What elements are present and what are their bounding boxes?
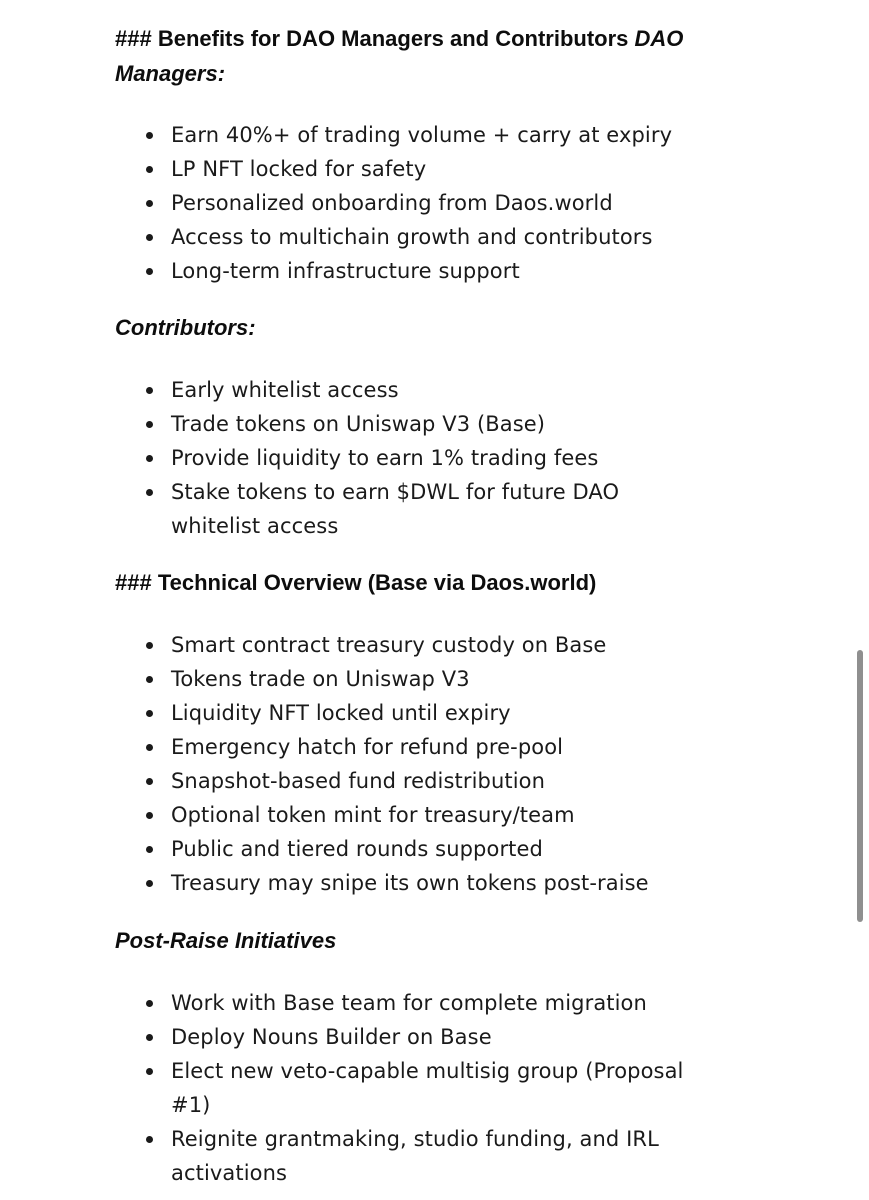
managers-list [115, 118, 695, 288]
list-item: Deploy Nouns Builder on Base [115, 1020, 695, 1054]
bullet-icon [146, 1136, 153, 1143]
bullet-icon [146, 778, 153, 785]
bullet-icon [146, 132, 153, 139]
list-item: Stake tokens to earn $DWL for future DAO whitelist access [115, 475, 641, 543]
contributors-heading-wrap [115, 310, 256, 345]
bullet-icon [146, 489, 153, 496]
scrollbar-thumb[interactable] [857, 650, 863, 922]
list-item: Reignite grantmaking, studio funding, and IRL activations [115, 1122, 711, 1190]
technical-list [115, 628, 695, 900]
list-item: Elect new veto-capable multisig group (Proposal #1) [115, 1054, 726, 1122]
managers-label: Managers: [115, 61, 226, 86]
bullet-icon [146, 812, 153, 819]
post-raise-heading: Post-Raise Initiatives [115, 928, 337, 953]
post-raise-list [115, 986, 695, 1190]
bullet-icon [146, 744, 153, 751]
bullet-icon [146, 846, 153, 853]
post-raise-heading-wrap [115, 923, 336, 958]
list-item: Work with Base team for complete migration [115, 986, 695, 1020]
bullet-icon [146, 200, 153, 207]
contributors-heading: Contributors: [115, 315, 256, 340]
list-item: Earn 40%+ of trading volume + carry at expiry [115, 118, 695, 152]
bullet-icon [146, 642, 153, 649]
list-item: Public and tiered rounds supported [115, 832, 695, 866]
list-item: Provide liquidity to earn 1% trading fees [115, 441, 695, 475]
list-item: Optional token mint for treasury/team [115, 798, 695, 832]
bullet-icon [146, 1034, 153, 1041]
bullet-icon [146, 234, 153, 241]
bullet-icon [146, 880, 153, 887]
list-item: Treasury may snipe its own tokens post-raise [115, 866, 695, 900]
list-item: Liquidity NFT locked until expiry [115, 696, 695, 730]
list-item: LP NFT locked for safety [115, 152, 695, 186]
list-item: Tokens trade on Uniswap V3 [115, 662, 695, 696]
dao-label: DAO [634, 26, 684, 51]
benefits-heading [115, 21, 695, 91]
bullet-icon [146, 1000, 153, 1007]
list-item: Access to multichain growth and contributors [115, 220, 695, 254]
bullet-icon [146, 421, 153, 428]
list-item: Personalized onboarding from Daos.world [115, 186, 695, 220]
contributors-list [115, 373, 695, 543]
list-item: Smart contract treasury custody on Base [115, 628, 695, 662]
bullet-icon [146, 1068, 153, 1075]
benefits-heading-text: ### Benefits for DAO Managers and Contributors [115, 26, 635, 51]
bullet-icon [146, 166, 153, 173]
technical-heading: ### Technical Overview (Base via Daos.world) [115, 570, 597, 595]
list-item: Emergency hatch for refund pre-pool [115, 730, 695, 764]
bullet-icon [146, 676, 153, 683]
bullet-icon [146, 268, 153, 275]
list-item: Long-term infrastructure support [115, 254, 695, 288]
bullet-icon [146, 710, 153, 717]
list-item: Early whitelist access [115, 373, 695, 407]
bullet-icon [146, 387, 153, 394]
technical-heading-wrap [115, 565, 715, 600]
list-item: Trade tokens on Uniswap V3 (Base) [115, 407, 695, 441]
bullet-icon [146, 455, 153, 462]
list-item: Snapshot-based fund redistribution [115, 764, 695, 798]
